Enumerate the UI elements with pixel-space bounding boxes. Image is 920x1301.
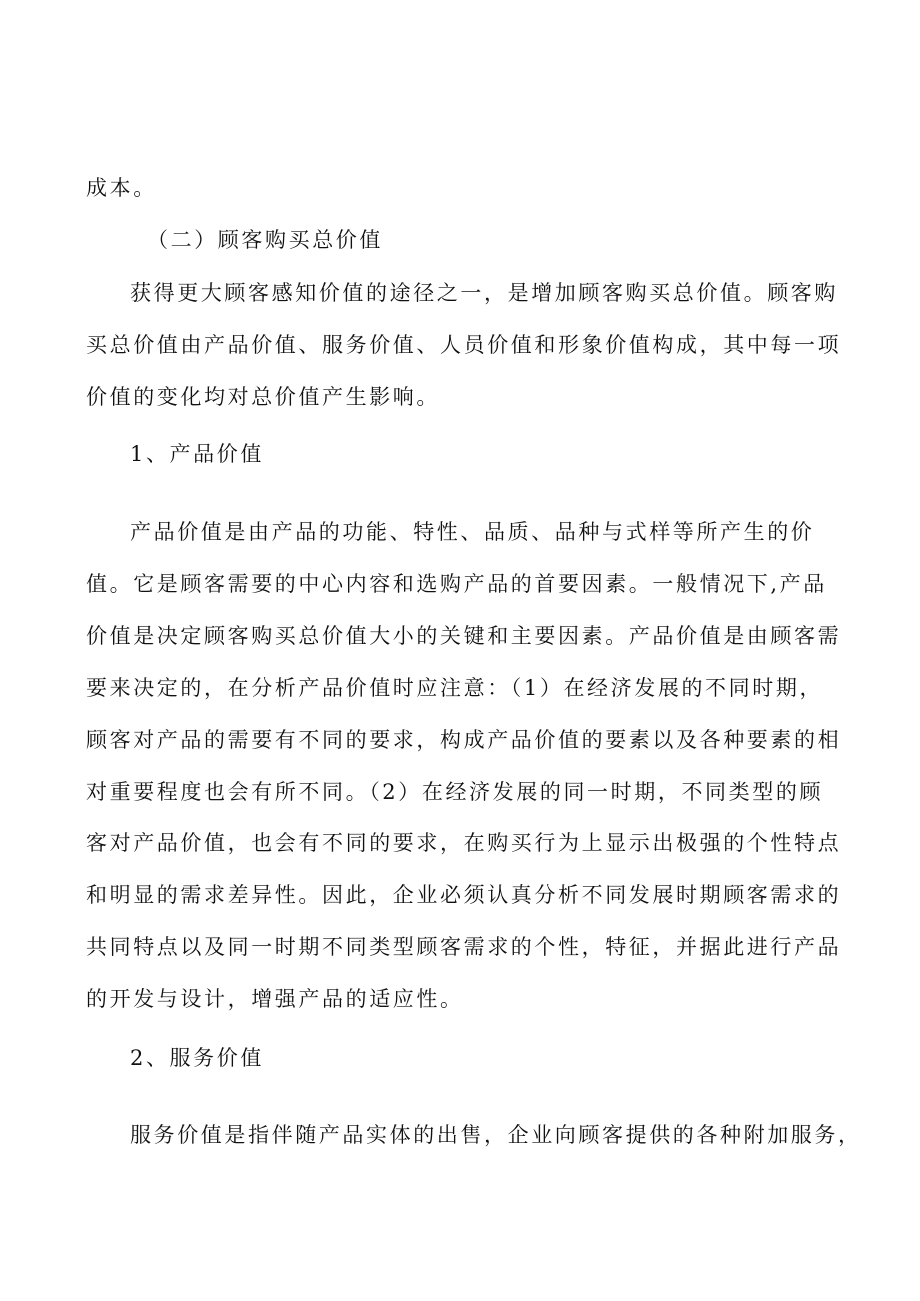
paragraph-line: 值。它是顾客需要的中心内容和选购产品的首要因素。一般情况下,产品 — [86, 572, 827, 596]
paragraph-line: 共同特点以及同一时期不同类型顾客需求的个性，特征，并据此进行产品 — [86, 935, 842, 959]
paragraph-line-cost: 成本。 — [86, 176, 157, 200]
paragraph-line: 客对产品价值，也会有不同的要求，在购买行为上显示出极强的个性特点 — [86, 831, 842, 855]
paragraph-line: 的开发与设计，增强产品的适应性。 — [86, 987, 464, 1011]
paragraph-line: 对重要程度也会有所不同。（2）在经济发展的同一时期，不同类型的顾 — [86, 780, 824, 804]
section-heading-total-value: （二）顾客购买总价值 — [147, 228, 383, 252]
paragraph-line: 要来决定的，在分析产品价值时应注意：（1）在经济发展的不同时期， — [86, 676, 824, 700]
paragraph-line: 服务价值是指伴随产品实体的出售，企业向顾客提供的各种附加服务， — [130, 1123, 862, 1147]
paragraph-line: 买总价值由产品价值、服务价值、人员价值和形象价值构成，其中每一项 — [86, 333, 842, 357]
paragraph-line: 和明显的需求差异性。因此，企业必须认真分析不同发展时期顾客需求的 — [86, 883, 842, 907]
paragraph-line: 产品价值是由产品的功能、特性、品质、品种与式样等所产生的价 — [130, 520, 815, 544]
section-heading-product-value: 1、产品价值 — [130, 442, 264, 466]
paragraph-line: 价值是决定顾客购买总价值大小的关键和主要因素。产品价值是由顾客需 — [86, 624, 842, 648]
paragraph-line: 顾客对产品的需要有不同的要求，构成产品价值的要素以及各种要素的相 — [86, 728, 842, 752]
paragraph-line: 获得更大顾客感知价值的途径之一，是增加顾客购买总价值。顾客购 — [130, 281, 838, 305]
paragraph-line: 价值的变化均对总价值产生影响。 — [86, 385, 440, 409]
section-heading-service-value: 2、服务价值 — [130, 1046, 264, 1070]
